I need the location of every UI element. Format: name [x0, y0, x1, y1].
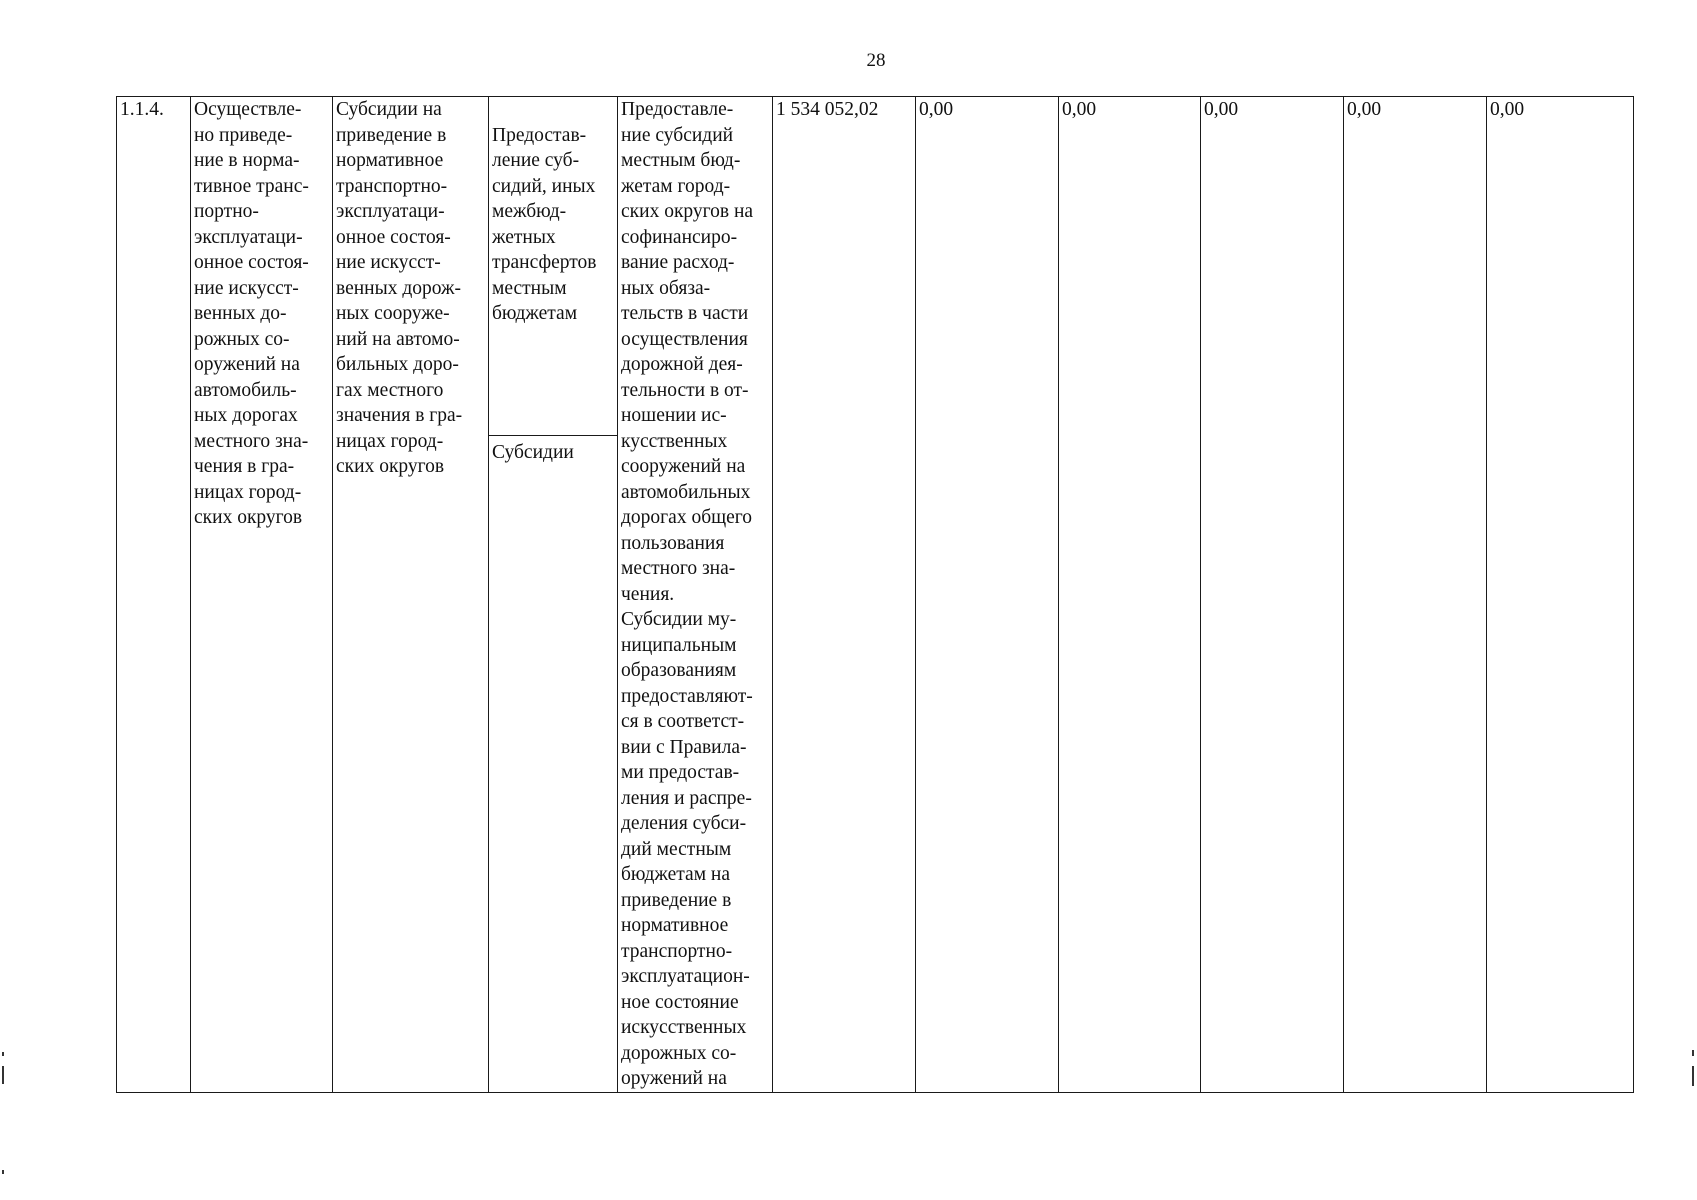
- right-margin-mark: [1692, 1066, 1694, 1086]
- amount-cell-4: 0,00: [1201, 97, 1344, 1093]
- amount-cell-3: 0,00: [1059, 97, 1201, 1093]
- right-margin-mark: [1692, 1050, 1694, 1056]
- event-name-cell: Осуществле- но приведе- ние в норма- тивное транс- портно- эксплуатаци- онное состоя- ние искусст- венных до- рожных со- оружений на автомобиль- ных дорогах местного зна- чения в гра- ницах город- ских округов: [191, 97, 333, 1093]
- left-margin-mark: [2, 1052, 4, 1056]
- description-cell: Предоставле- ние субсидий местным бюд- жетам город- ских округов на софинансиро- вание расход- ных обяза- тельств в части осуществления дорожной дея- тельности в от- ношении ис- кусственных сооружений на автомобильных дорогах общего пользования местного зна- чения. Субсидии му- ниципальным образованиям предоставляют- ся в соответст- вии с Правила- ми предостав- ления и распре- деления субси- дий местным бюджетам на приведение в нормативное транспортно- эксплуатацион- ное состояние искусственных дорожных со- оружений на: [618, 97, 773, 1093]
- event-type-top: Предостав- ление суб- сидий, иных межбюд- жетных трансфертов местным бюджетам: [489, 123, 617, 436]
- row-number-cell: 1.1.4.: [117, 97, 191, 1093]
- amount-cell-6: 0,00: [1487, 97, 1634, 1093]
- amount-cell-1: 1 534 052,02: [773, 97, 916, 1093]
- amount-cell-5: 0,00: [1344, 97, 1487, 1093]
- left-margin-mark: [2, 1170, 4, 1174]
- table-row: [117, 97, 1634, 1093]
- event-type-bottom: Субсидии: [492, 441, 574, 463]
- page-number: 28: [866, 50, 886, 71]
- left-margin-mark: [2, 1066, 4, 1084]
- program-events-table: [116, 96, 1634, 1093]
- result-cell: Субсидии на приведение в нормативное транспортно- эксплуатаци- онное состоя- ние искусст- венных дорож- ных сооруже- ний на автомо- бильных доро- гах местного значения в гра- ницах город- ских округов: [333, 97, 489, 1093]
- amount-cell-2: 0,00: [916, 97, 1059, 1093]
- event-type-cell: [489, 97, 618, 1093]
